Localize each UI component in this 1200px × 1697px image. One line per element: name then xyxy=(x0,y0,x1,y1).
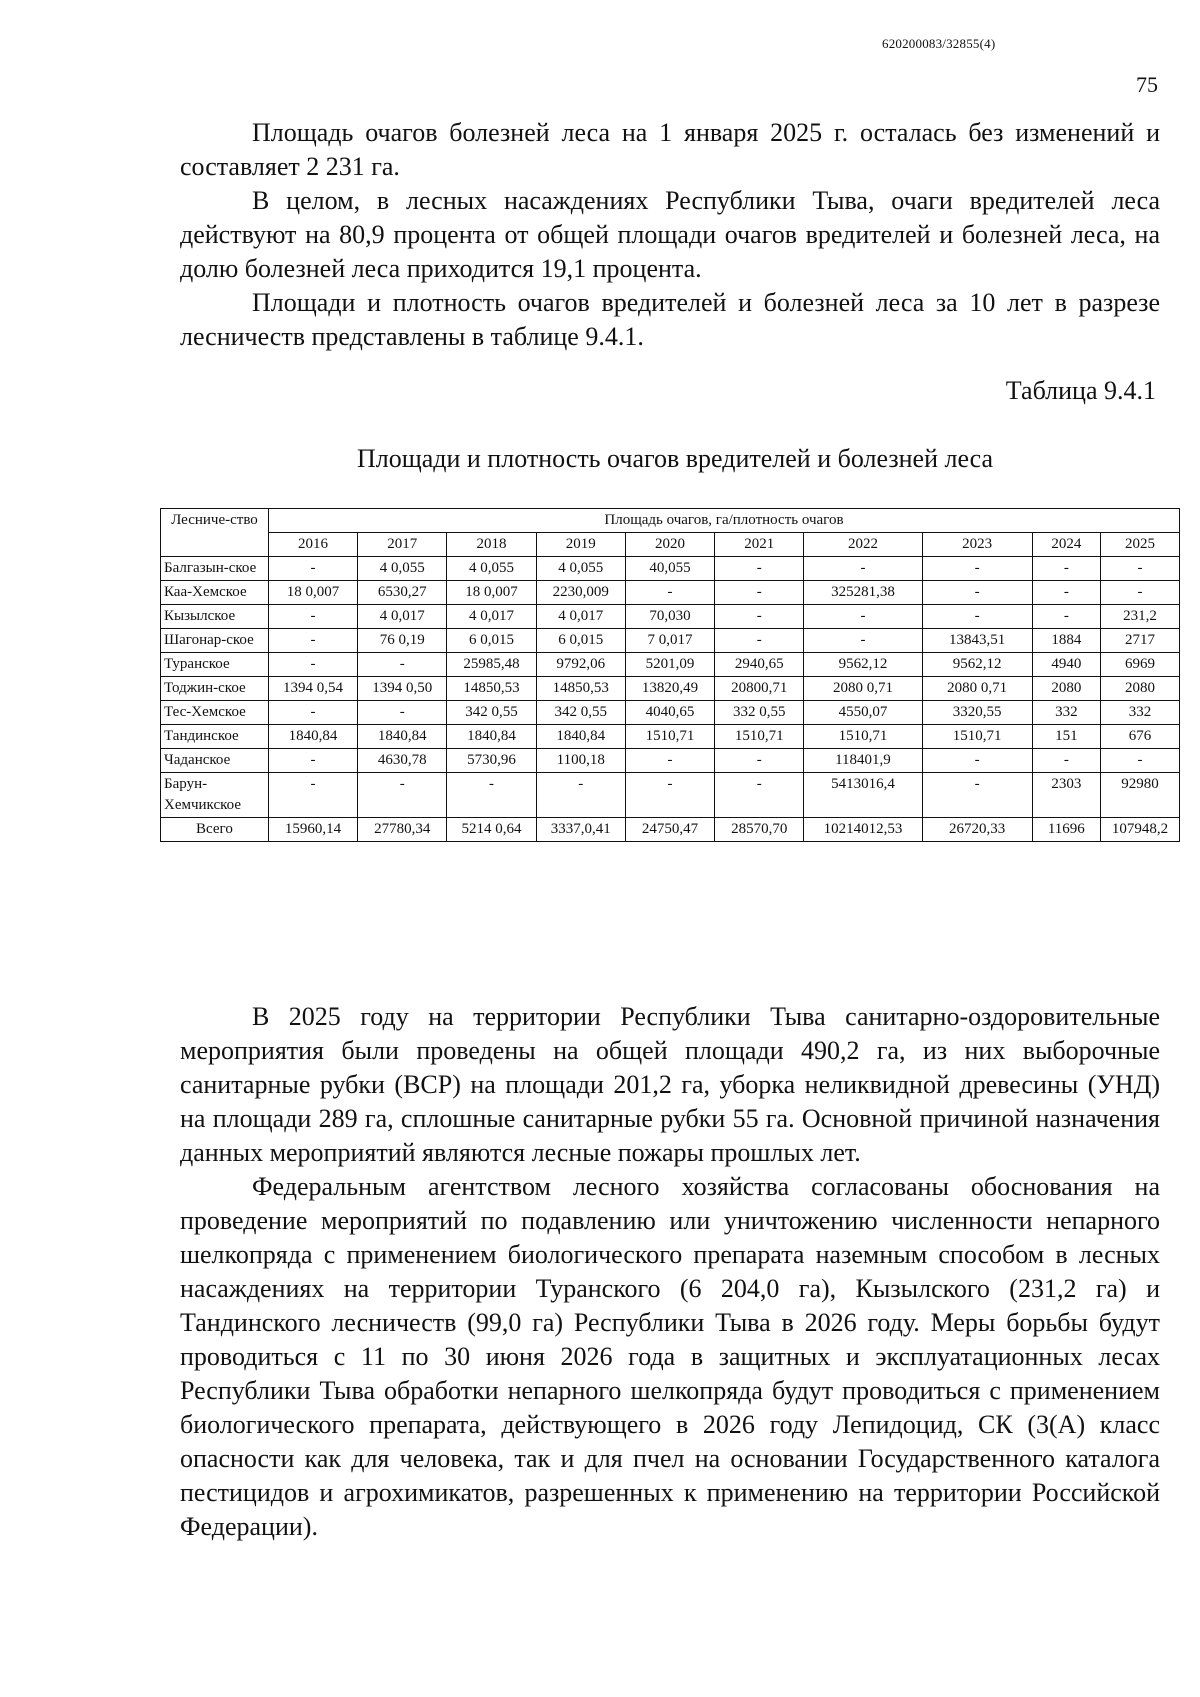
table-cell: - xyxy=(715,605,804,629)
table-cell: 1510,71 xyxy=(625,725,714,749)
table-cell: 6530,27 xyxy=(358,581,447,605)
table-cell: 15960,14 xyxy=(268,818,357,842)
year-header: 2021 xyxy=(715,533,804,557)
table-cell: - xyxy=(922,773,1032,818)
table-cell: 25985,48 xyxy=(447,653,536,677)
table-cell: 4 0,017 xyxy=(536,605,625,629)
table-cell: 4 0,055 xyxy=(358,557,447,581)
table-cell: 1510,71 xyxy=(922,725,1032,749)
table-cell: 14850,53 xyxy=(447,677,536,701)
table-cell: 3320,55 xyxy=(922,701,1032,725)
table-row xyxy=(161,653,1180,677)
table-number: Таблица 9.4.1 xyxy=(1005,376,1156,405)
table-cell: 1840,84 xyxy=(447,725,536,749)
year-header-row xyxy=(161,533,1180,557)
year-header: 2020 xyxy=(625,533,714,557)
table-cell: - xyxy=(715,557,804,581)
year-header: 2019 xyxy=(536,533,625,557)
table-cell: 18 0,007 xyxy=(447,581,536,605)
table-cell: 4940 xyxy=(1032,653,1100,677)
pest-foci-table xyxy=(160,508,1180,842)
table-cell: 4 0,017 xyxy=(447,605,536,629)
table-cell: 11696 xyxy=(1032,818,1100,842)
intro-text xyxy=(180,116,1160,354)
table-row xyxy=(161,605,1180,629)
table-cell: 332 0,55 xyxy=(715,701,804,725)
table-cell: 6 0,015 xyxy=(447,629,536,653)
table-cell: 1884 xyxy=(1032,629,1100,653)
table-cell: - xyxy=(358,701,447,725)
table-cell: 2717 xyxy=(1101,629,1180,653)
table-cell: - xyxy=(268,557,357,581)
table-cell: 14850,53 xyxy=(536,677,625,701)
table-cell: 325281,38 xyxy=(804,581,922,605)
table-cell: - xyxy=(625,773,714,818)
table-cell: 13843,51 xyxy=(922,629,1032,653)
year-header: 2016 xyxy=(268,533,357,557)
paragraph: В целом, в лесных насаждениях Республики Тыва, очаги вредителей леса действуют на 80,9 процента от общей площади очагов вредителей и болезней леса, на долю болезней леса приходится 19,1 процента. xyxy=(180,186,1160,283)
table-cell: 5413016,4 xyxy=(804,773,922,818)
table-cell: 7 0,017 xyxy=(625,629,714,653)
table-row xyxy=(161,725,1180,749)
table-cell: 332 xyxy=(1101,701,1180,725)
forestry-name: Туранское xyxy=(161,653,269,677)
table-cell: 2080 0,71 xyxy=(804,677,922,701)
year-header: 2022 xyxy=(804,533,922,557)
table-cell: 24750,47 xyxy=(625,818,714,842)
table-cell: 2230,009 xyxy=(536,581,625,605)
table-cell: - xyxy=(1101,581,1180,605)
table-cell: 5730,96 xyxy=(447,749,536,773)
table-cell: - xyxy=(625,749,714,773)
table-title: Площади и плотность очагов вредителей и болезней леса xyxy=(356,444,994,473)
table-row xyxy=(161,773,1180,818)
table-cell: 1840,84 xyxy=(358,725,447,749)
table-cell: 13820,49 xyxy=(625,677,714,701)
table-cell: 4 0,017 xyxy=(358,605,447,629)
table-cell: 1510,71 xyxy=(715,725,804,749)
table-row xyxy=(161,749,1180,773)
table-cell: 26720,33 xyxy=(922,818,1032,842)
year-header: 2023 xyxy=(922,533,1032,557)
table-cell: - xyxy=(922,581,1032,605)
table-cell: 4550,07 xyxy=(804,701,922,725)
table-cell: - xyxy=(922,749,1032,773)
table-cell: 1394 0,50 xyxy=(358,677,447,701)
table-cell: 9562,12 xyxy=(922,653,1032,677)
forestry-name: Шагонар-ское xyxy=(161,629,269,653)
table-cell: - xyxy=(804,557,922,581)
table-cell: 20800,71 xyxy=(715,677,804,701)
table-cell: - xyxy=(268,749,357,773)
table-cell: - xyxy=(1101,749,1180,773)
table-cell: 4 0,055 xyxy=(536,557,625,581)
year-header: 2025 xyxy=(1101,533,1180,557)
table-cell: 342 0,55 xyxy=(536,701,625,725)
table-cell: 5201,09 xyxy=(625,653,714,677)
table-cell: 4 0,055 xyxy=(447,557,536,581)
closing-text xyxy=(180,1000,1160,1544)
year-header: 2024 xyxy=(1032,533,1100,557)
table-cell: 1840,84 xyxy=(268,725,357,749)
table-row xyxy=(161,701,1180,725)
table-row xyxy=(161,677,1180,701)
table-cell: 2080 0,71 xyxy=(922,677,1032,701)
table-cell: 676 xyxy=(1101,725,1180,749)
table-cell: - xyxy=(447,773,536,818)
table-cell: 332 xyxy=(1032,701,1100,725)
table-cell: 27780,34 xyxy=(358,818,447,842)
paragraph: Площади и плотность очагов вредителей и болезней леса за 10 лет в разрезе лесничеств представлены в таблице 9.4.1. xyxy=(180,288,1160,351)
forestry-name: Чаданское xyxy=(161,749,269,773)
table-cell: 9792,06 xyxy=(536,653,625,677)
forestry-name: Тес-Хемское xyxy=(161,701,269,725)
paragraph: Площадь очагов болезней леса на 1 января 2025 г. осталась без изменений и составляет 2 231 га. xyxy=(180,118,1160,181)
page-number: 75 xyxy=(1136,72,1158,97)
table-cell: - xyxy=(804,629,922,653)
table-cell: 2080 xyxy=(1032,677,1100,701)
table-cell: 18 0,007 xyxy=(268,581,357,605)
table-cell: - xyxy=(358,653,447,677)
document-id: 620200083/32855(4) xyxy=(882,36,996,51)
forestry-name: Балгазын-ское xyxy=(161,557,269,581)
table-row xyxy=(161,818,1180,842)
table-cell: 6969 xyxy=(1101,653,1180,677)
table-cell: - xyxy=(1032,605,1100,629)
table-cell: 1100,18 xyxy=(536,749,625,773)
table-body xyxy=(161,557,1180,842)
table-cell: - xyxy=(715,773,804,818)
table-cell: - xyxy=(715,629,804,653)
table-cell: 10214012,53 xyxy=(804,818,922,842)
table-cell: 5214 0,64 xyxy=(447,818,536,842)
table-cell: 6 0,015 xyxy=(536,629,625,653)
table-cell: 1394 0,54 xyxy=(268,677,357,701)
forestry-name: Барун-Хемчикское xyxy=(161,773,269,818)
table-cell: - xyxy=(358,773,447,818)
table-cell: - xyxy=(922,605,1032,629)
table-cell: - xyxy=(1101,557,1180,581)
table-row xyxy=(161,557,1180,581)
table-cell: - xyxy=(1032,581,1100,605)
table-cell: 231,2 xyxy=(1101,605,1180,629)
table-cell: 118401,9 xyxy=(804,749,922,773)
table-cell: 1840,84 xyxy=(536,725,625,749)
table-cell: 4630,78 xyxy=(358,749,447,773)
forestry-name: Всего xyxy=(161,818,269,842)
paragraph: В 2025 году на территории Республики Тыва санитарно-оздоровительные мероприятия были проведены на общей площади 490,2 га, из них выборочные санитарные рубки (ВСР) на площади 201,2 га, уборка неликвидной древесины (УНД) на площади 289 га, сплошные санитарные рубки 55 га. Основной причиной назначения данных мероприятий являются лесные пожары прошлых лет. xyxy=(180,1002,1160,1167)
table-cell: - xyxy=(922,557,1032,581)
year-header: 2017 xyxy=(358,533,447,557)
table-cell: 28570,70 xyxy=(715,818,804,842)
forestry-name: Кызылское xyxy=(161,605,269,629)
table-cell: 4040,65 xyxy=(625,701,714,725)
table-cell: 70,030 xyxy=(625,605,714,629)
table-cell: 9562,12 xyxy=(804,653,922,677)
forestry-name: Тандинское xyxy=(161,725,269,749)
table-cell: - xyxy=(715,581,804,605)
table-cell: 1510,71 xyxy=(804,725,922,749)
forestry-column-header: Лесниче-ство xyxy=(161,509,269,557)
table-cell: 40,055 xyxy=(625,557,714,581)
table-cell: 2303 xyxy=(1032,773,1100,818)
table-cell: 107948,2 xyxy=(1101,818,1180,842)
table-cell: 2080 xyxy=(1101,677,1180,701)
table-cell: - xyxy=(268,773,357,818)
table-cell: - xyxy=(268,629,357,653)
table-cell: - xyxy=(1032,749,1100,773)
table-cell: - xyxy=(625,581,714,605)
table-row xyxy=(161,629,1180,653)
forestry-name: Тоджин-ское xyxy=(161,677,269,701)
table-cell: - xyxy=(268,605,357,629)
table-cell: 342 0,55 xyxy=(447,701,536,725)
table-cell: 92980 xyxy=(1101,773,1180,818)
table-cell: - xyxy=(715,749,804,773)
year-header: 2018 xyxy=(447,533,536,557)
area-density-group-header: Площадь очагов, га/плотность очагов xyxy=(268,509,1179,533)
table-cell: - xyxy=(804,605,922,629)
table-cell: 151 xyxy=(1032,725,1100,749)
table-cell: 3337,0,41 xyxy=(536,818,625,842)
forestry-name: Каа-Хемское xyxy=(161,581,269,605)
table-cell: - xyxy=(268,701,357,725)
table-cell: - xyxy=(1032,557,1100,581)
table-cell: 76 0,19 xyxy=(358,629,447,653)
table-cell: 2940,65 xyxy=(715,653,804,677)
table-cell: - xyxy=(536,773,625,818)
paragraph: Федеральным агентством лесного хозяйства согласованы обоснования на проведение мероприятий по подавлению или уничтожению численности непарного шелкопряда с применением биологического препарата наземным способом в лесных насаждениях на территории Туранского (6 204,0 га), Кызылского (231,2 га) и Тандинского лесничеств (99,0 га) Республики Тыва в 2026 году. Меры борьбы будут проводиться с 11 по 30 июня 2026 года в защитных и эксплуатационных лесах Республики Тыва обработки непарного шелкопряда будут проводиться с применением биологического препарата, действующего в 2026 году Лепидоцид, СК (3(А) класс опасности как для человека, так и для пчел на основании Государственного каталога пестицидов и агрохимикатов, разрешенных к применению на территории Российской Федерации). xyxy=(180,1172,1160,1541)
table-cell: - xyxy=(268,653,357,677)
table-row xyxy=(161,581,1180,605)
